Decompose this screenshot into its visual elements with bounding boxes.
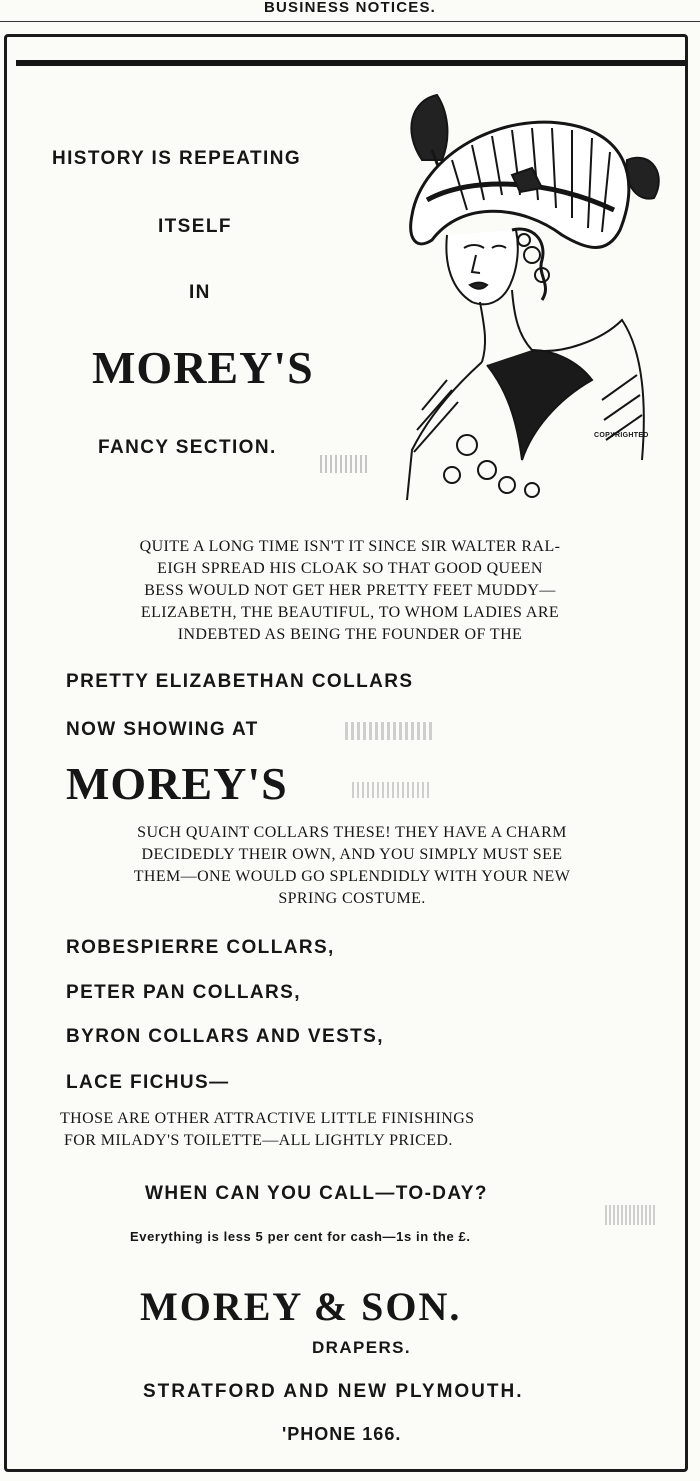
phone-number: 'PHONE 166. — [282, 1424, 402, 1444]
illustration-credit: COPYRIGHTED — [594, 432, 649, 439]
print-smudge — [345, 722, 435, 740]
advertisement-top-rule — [16, 60, 686, 66]
item-robespierre: ROBESPIERRE COLLARS, — [66, 937, 335, 958]
print-smudge — [320, 455, 370, 473]
item-peter-pan: PETER PAN COLLARS, — [66, 982, 301, 1003]
finishings-line: THOSE ARE OTHER ATTRACTIVE LITTLE FINISHINGS — [60, 1110, 475, 1127]
quaint-line: DECIDEDLY THEIR OWN, AND YOU SIMPLY MUST SEE — [141, 846, 563, 863]
intro-line: QUITE A LONG TIME ISN'T IT SINCE SIR WALTER RAL- — [139, 538, 561, 555]
quaint-line: SUCH QUAINT COLLARS THESE! THEY HAVE A CHARM — [137, 824, 567, 841]
quaint-paragraph — [62, 822, 642, 910]
headline-line-2: ITSELF — [158, 216, 232, 237]
store-name-heading: MOREY'S — [92, 342, 314, 393]
item-lace-fichus: LACE FICHUS— — [66, 1072, 230, 1093]
headline-line-3: IN — [189, 282, 211, 303]
now-showing-heading: NOW SHOWING AT — [66, 719, 259, 740]
section-name: FANCY SECTION. — [98, 437, 277, 458]
intro-line: INDEBTED AS BEING THE FOUNDER OF THE — [177, 626, 523, 643]
intro-line: BESS WOULD NOT GET HER PRETTY FEET MUDDY— — [144, 582, 556, 599]
location: STRATFORD AND NEW PLYMOUTH. — [143, 1381, 524, 1402]
cash-discount-note: Everything is less 5 per cent for cash—1s in the £. — [130, 1229, 471, 1244]
print-smudge — [605, 1205, 655, 1225]
headline-line-1: HISTORY IS REPEATING — [52, 148, 302, 169]
finishings-paragraph — [60, 1108, 640, 1152]
quaint-line: SPRING COSTUME. — [278, 890, 426, 907]
collar-heading: PRETTY ELIZABETHAN COLLARS — [66, 671, 414, 692]
lady-in-hat-illustration — [392, 80, 672, 510]
finishings-line: FOR MILADY'S TOILETTE—ALL LIGHTLY PRICED. — [64, 1132, 453, 1149]
intro-line: ELIZABETH, THE BEAUTIFUL, TO WHOM LADIES ARE — [140, 604, 560, 621]
intro-line: EIGH SPREAD HIS CLOAK SO THAT GOOD QUEEN — [157, 560, 543, 577]
trade-label: DRAPERS. — [312, 1338, 412, 1357]
intro-paragraph — [60, 536, 640, 646]
item-byron: BYRON COLLARS AND VESTS, — [66, 1026, 384, 1047]
header-rule — [0, 21, 700, 22]
print-smudge — [352, 782, 432, 798]
call-to-action: WHEN CAN YOU CALL—TO-DAY? — [145, 1183, 488, 1204]
firm-name: MOREY & SON. — [140, 1284, 462, 1329]
quaint-line: THEM—ONE WOULD GO SPLENDIDLY WITH YOUR NEW — [133, 868, 571, 885]
section-title: BUSINESS NOTICES. — [263, 0, 437, 16]
store-name-heading-2: MOREY'S — [66, 758, 288, 809]
